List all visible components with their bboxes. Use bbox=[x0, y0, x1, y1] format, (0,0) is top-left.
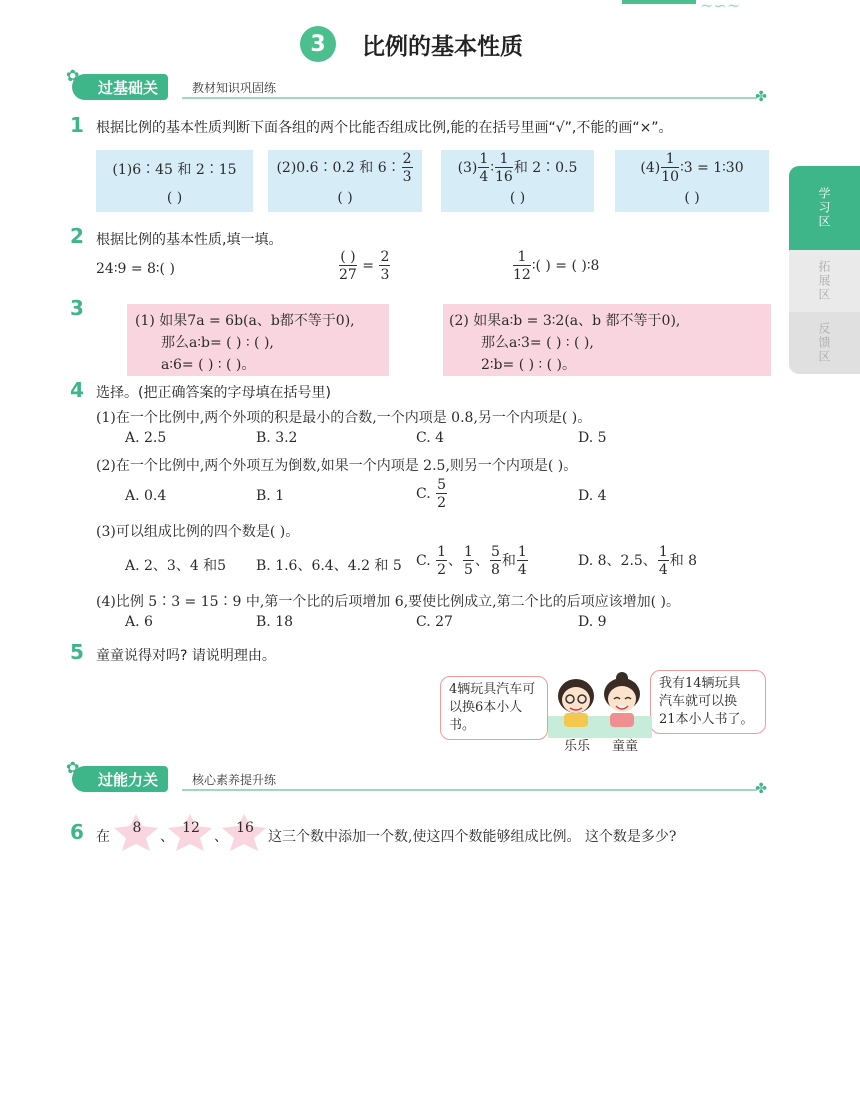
option-d[interactable]: D. 5 bbox=[578, 430, 607, 446]
answer-blank[interactable]: ( ) bbox=[337, 190, 353, 206]
question-number: 3 bbox=[70, 296, 84, 320]
q3-line[interactable]: a∶6= ( ) ∶ ( )。 bbox=[161, 357, 256, 373]
top-decoration-bar bbox=[622, 0, 696, 4]
q3-item-2 bbox=[443, 304, 771, 376]
band-subtitle: 教材知识巩固练 bbox=[192, 81, 277, 95]
star-number-3: 16 bbox=[220, 812, 270, 856]
band-divider bbox=[182, 97, 757, 99]
band-divider bbox=[182, 789, 757, 791]
page-title: 比例的基本性质 bbox=[362, 33, 523, 60]
question-text: 根据比例的基本性质判断下面各组的两个比能否组成比例,能的在括号里画“√”,不能的画“×”。 bbox=[96, 120, 673, 136]
q3-line: (2) 如果a∶b = 3∶2(a、b 都不等于0), bbox=[449, 313, 681, 329]
fraction: $\frac{1}{10}$ bbox=[661, 151, 680, 185]
option-b[interactable]: B. 18 bbox=[256, 614, 294, 630]
section-band-basic bbox=[66, 66, 767, 105]
tab-feedback-zone[interactable]: 反馈区 bbox=[789, 312, 860, 374]
q4-sub-2: (2)在一个比例中,两个外项互为倒数,如果一个内项是 2.5,则另一个内项是( )。 bbox=[96, 458, 578, 474]
character-name-lele: 乐乐 bbox=[564, 739, 591, 754]
clover-icon: ✤ bbox=[755, 781, 767, 797]
speech-bubble-tongtong: 我有14辆玩具 汽车就可以换 21本小人书了。 bbox=[650, 670, 766, 734]
answer-blank[interactable]: ( ) bbox=[509, 190, 526, 206]
mascot-icon: ✿ bbox=[66, 66, 80, 85]
tab-study-zone[interactable]: 学习区 bbox=[789, 166, 860, 250]
q3-line[interactable]: 那么a∶3= ( ) ∶ ( ), bbox=[481, 335, 594, 351]
q6-prefix: 在 bbox=[96, 829, 110, 845]
band-label: 过基础关 bbox=[72, 74, 168, 100]
page-header bbox=[300, 22, 523, 66]
character-name-tongtong: 童童 bbox=[612, 739, 639, 754]
option-d[interactable]: D. 9 bbox=[578, 614, 607, 630]
fraction: $\frac{1}{2}$ bbox=[437, 544, 447, 578]
q3-line[interactable]: 2∶b= ( ) ∶ ( )。 bbox=[481, 357, 576, 373]
q2-item-a[interactable]: 24∶9 = 8∶( ) bbox=[96, 261, 175, 277]
fraction: $\frac{( )}{27}$ bbox=[339, 249, 357, 283]
clover-icon: ✤ bbox=[755, 89, 767, 105]
q1-item-expression: (1)6∶45 和 2∶15 bbox=[112, 162, 237, 178]
option-c[interactable]: C. 4 bbox=[416, 430, 445, 446]
fraction: $\frac{1}{5}$ bbox=[464, 544, 473, 578]
q4-sub-3: (3)可以组成比例的四个数是( )。 bbox=[96, 524, 300, 540]
q4-sub-1: (1)在一个比例中,两个外项的积是最小的合数,一个内项是 0.8,另一个内项是( )。 bbox=[96, 410, 592, 426]
question-text: 选择。(把正确答案的字母填在括号里) bbox=[96, 385, 331, 401]
q1-item-1 bbox=[96, 150, 253, 212]
option-b[interactable]: B. 3.2 bbox=[256, 430, 298, 446]
answer-blank[interactable]: ( ) bbox=[166, 190, 183, 206]
band-subtitle: 核心素养提升练 bbox=[192, 773, 277, 787]
option-a[interactable]: A. 6 bbox=[125, 614, 153, 630]
fraction: $\frac{1}{12}$ bbox=[513, 249, 531, 283]
option-c[interactable]: C. 27 bbox=[416, 614, 453, 630]
fraction: $\frac{1}{16}$ bbox=[494, 151, 513, 185]
fraction: $\frac{1}{4}$ bbox=[479, 151, 489, 185]
option-a[interactable]: A. 2.5 bbox=[125, 430, 167, 446]
fraction: $\frac{1}{4}$ bbox=[658, 544, 668, 578]
section-number-badge: 3 bbox=[300, 26, 336, 62]
q1-item-expression: (3) bbox=[457, 160, 478, 176]
q1-item-expression: (2)0.6∶0.2 和 6∶ bbox=[276, 160, 401, 176]
q4-sub-4: (4)比例 5∶3 = 15∶9 中,第一个比的后项增加 6,要使比例成立,第二个比的后项应该增加( )。 bbox=[96, 594, 680, 610]
question-text: 根据比例的基本性质,填一填。 bbox=[96, 232, 283, 248]
q2-item-b[interactable]: $\frac{( )}{27}$ = $\frac{2}{3}$ bbox=[339, 249, 390, 283]
fraction: $\frac{2}{3}$ bbox=[380, 249, 390, 283]
question-text: 童童说得对吗? 请说明理由。 bbox=[96, 648, 276, 664]
q1-item-4: (4) $\frac{1}{10}$ ∶3 = 1∶30 ( ) bbox=[615, 150, 769, 212]
swirl-decoration-icon: ~∽~ bbox=[700, 0, 741, 15]
option-c[interactable]: C. $\frac{1}{2}$ 、 $\frac{1}{5}$ 、 $\frac{5}{8}$ 和 $\frac{1}{4}$ bbox=[416, 544, 527, 578]
q1-item-expression: (4) bbox=[640, 160, 661, 176]
star-number-2: 12 bbox=[166, 812, 216, 856]
speech-bubble-lele: 4辆玩具汽车可 以换6本小人书。 bbox=[440, 676, 548, 740]
fraction: $\frac{5}{8}$ bbox=[490, 544, 500, 578]
q1-item-3: (3) $\frac{1}{4}$ ∶ $\frac{1}{16}$ 和 2∶0.5 ( ) bbox=[441, 150, 594, 212]
star-number-1: 8 bbox=[112, 812, 162, 856]
question-number: 5 bbox=[70, 640, 84, 664]
answer-blank[interactable]: ( ) bbox=[684, 190, 700, 206]
question-number: 1 bbox=[70, 113, 84, 137]
option-a[interactable]: A. 2、3、4 和5 bbox=[125, 558, 227, 574]
option-a[interactable]: A. 0.4 bbox=[125, 488, 167, 504]
fraction: $\frac{2}{3}$ bbox=[402, 151, 412, 185]
option-d[interactable]: D. 4 bbox=[578, 488, 607, 504]
question-number: 2 bbox=[70, 224, 84, 248]
option-d[interactable]: D. 8、2.5、 $\frac{1}{4}$ 和 8 bbox=[578, 544, 698, 578]
question-number: 6 bbox=[70, 820, 84, 844]
q2-item-c[interactable]: $\frac{1}{12}$ ∶( ) = ( )∶8 bbox=[513, 249, 600, 283]
mascot-icon: ✿ bbox=[66, 758, 80, 777]
separator: 、 bbox=[160, 829, 174, 845]
q6-text: 这三个数中添加一个数,使这四个数能够组成比例。 这个数是多少? bbox=[268, 829, 677, 845]
question-number: 4 bbox=[70, 378, 84, 402]
children-illustration bbox=[548, 672, 652, 738]
q3-line: (1) 如果7a = 6b(a、b都不等于0), bbox=[135, 313, 355, 329]
q1-item-2 bbox=[268, 150, 422, 212]
separator: 、 bbox=[214, 829, 228, 845]
option-b[interactable]: B. 1 bbox=[256, 488, 285, 504]
q3-item-1 bbox=[127, 304, 389, 376]
q3-line[interactable]: 那么a∶b= ( ) ∶ ( ), bbox=[161, 335, 274, 351]
band-label: 过能力关 bbox=[72, 766, 168, 792]
section-band-ability bbox=[66, 758, 767, 797]
fraction: $\frac{1}{4}$ bbox=[517, 544, 527, 578]
option-c[interactable]: C. $\frac{5}{2}$ bbox=[416, 477, 447, 511]
option-b[interactable]: B. 1.6、6.4、4.2 和 5 bbox=[256, 558, 402, 574]
fraction: $\frac{5}{2}$ bbox=[437, 477, 447, 511]
tab-extend-zone[interactable]: 拓展区 bbox=[789, 250, 860, 312]
